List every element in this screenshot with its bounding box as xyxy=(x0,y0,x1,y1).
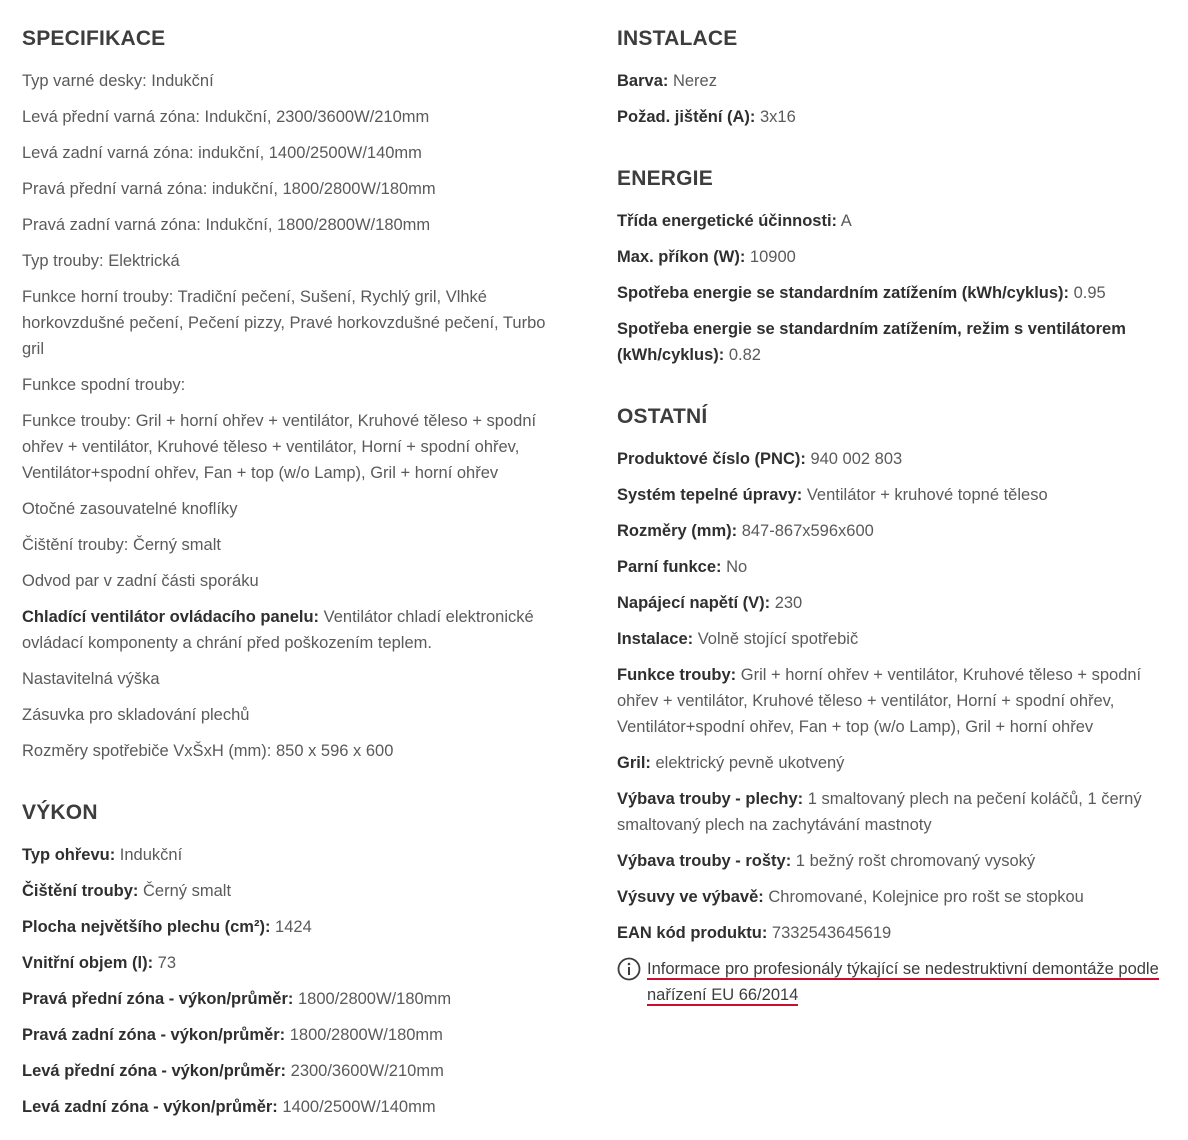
spec-row xyxy=(617,482,1162,508)
spec-row xyxy=(22,702,567,728)
spec-value: Otočné zasouvatelné knoflíky xyxy=(22,500,238,518)
spec-label: Pravá zadní zóna - výkon/průměr: xyxy=(22,1026,286,1044)
dismantling-info-link[interactable] xyxy=(647,956,1162,1008)
section-vykon xyxy=(22,798,567,1120)
spec-label: Gril: xyxy=(617,754,651,772)
spec-row xyxy=(617,920,1162,946)
spec-value: Ventilátor chladí elektronické ovládací komponenty a chrání před poškozením teplem. xyxy=(22,608,534,652)
spec-row xyxy=(617,786,1162,838)
spec-value: 0.82 xyxy=(724,346,761,364)
dismantling-info-link-text[interactable]: Informace pro profesionály týkající se nedestruktivní demontáže podle nařízení EU 66/2014 xyxy=(647,960,1159,1004)
spec-row xyxy=(617,68,1162,94)
spec-value: 10900 xyxy=(745,248,796,266)
spec-value: 3x16 xyxy=(755,108,796,126)
spec-value: 73 xyxy=(153,954,177,972)
spec-list xyxy=(617,208,1162,368)
spec-value: 2300/3600W/210mm xyxy=(286,1062,444,1080)
spec-label: Výsuvy ve výbavě: xyxy=(617,888,764,906)
section-energie xyxy=(617,164,1162,368)
spec-row xyxy=(22,666,567,692)
spec-row xyxy=(617,662,1162,740)
spec-row xyxy=(22,248,567,274)
spec-row xyxy=(617,518,1162,544)
spec-label: Parní funkce: xyxy=(617,558,722,576)
spec-label: Napájecí napětí (V): xyxy=(617,594,771,612)
spec-value: 1800/2800W/180mm xyxy=(285,1026,443,1044)
spec-row xyxy=(22,1022,567,1048)
spec-value: Nerez xyxy=(668,72,717,90)
spec-label: Pravá přední zóna - výkon/průměr: xyxy=(22,990,294,1008)
spec-row xyxy=(617,554,1162,580)
spec-label: Požad. jištění (A): xyxy=(617,108,756,126)
spec-label: Vnitřní objem (l): xyxy=(22,954,154,972)
section-title-ostatni: OSTATNÍ xyxy=(617,405,708,428)
spec-row xyxy=(22,372,567,398)
spec-label: Plocha největšího plechu (cm²): xyxy=(22,918,271,936)
spec-value: Volně stojící spotřebič xyxy=(693,630,859,648)
spec-row xyxy=(22,568,567,594)
spec-label: Levá zadní zóna - výkon/průměr: xyxy=(22,1098,278,1116)
spec-label: Výbava trouby - plechy: xyxy=(617,790,804,808)
spec-row xyxy=(617,848,1162,874)
spec-row xyxy=(22,284,567,362)
spec-row xyxy=(22,496,567,522)
section-title-instalace: INSTALACE xyxy=(617,27,738,50)
spec-row xyxy=(22,950,567,976)
spec-row xyxy=(22,212,567,238)
spec-value: 1400/2500W/140mm xyxy=(277,1098,436,1116)
spec-value: 0.95 xyxy=(1069,284,1106,302)
section-specifikace xyxy=(22,24,567,764)
spec-value: Odvod par v zadní části sporáku xyxy=(22,572,259,590)
dismantling-info xyxy=(617,956,1162,1008)
spec-value: Funkce trouby: Gril + horní ohřev + ventilátor, Kruhové těleso + spodní ohřev + ventilátor, Kruhové těleso + ventilátor, Horní + spodní ohřev, Ventilátor+spodní ohřev, Fan + top (w/o Lamp), Gril + horní ohřev xyxy=(22,412,537,482)
info-circle-icon xyxy=(617,957,641,981)
spec-row xyxy=(617,446,1162,472)
spec-value: Zásuvka pro skladování plechů xyxy=(22,706,250,724)
spec-row xyxy=(22,68,567,94)
spec-label: Systém tepelné úpravy: xyxy=(617,486,803,504)
spec-value: Nastavitelná výška xyxy=(22,670,160,688)
spec-row xyxy=(617,244,1162,270)
spec-row xyxy=(22,842,567,868)
spec-label: Levá přední zóna - výkon/průměr: xyxy=(22,1062,287,1080)
spec-value: 1 smaltovaný plech na pečení koláčů, 1 černý smaltovaný plech na zachytávání mastnoty xyxy=(617,790,1142,834)
spec-value: Funkce horní trouby: Tradiční pečení, Sušení, Rychlý gril, Vlhké horkovzdušné pečení, Pečení pizzy, Pravé horkovzdušné pečení, Turbo gril xyxy=(22,288,546,358)
spec-value: Ventilátor + kruhové topné těleso xyxy=(802,486,1048,504)
spec-value: No xyxy=(721,558,748,576)
spec-row xyxy=(22,140,567,166)
spec-value: Černý smalt xyxy=(138,882,232,900)
spec-value: 940 002 803 xyxy=(805,450,903,468)
spec-label: Spotřeba energie se standardním zatížením, režim s ventilátorem (kWh/cyklus): xyxy=(617,320,1126,364)
spec-value: Čištění trouby: Černý smalt xyxy=(22,536,221,554)
spec-value: Chromované, Kolejnice pro rošt se stopkou xyxy=(763,888,1084,906)
right-column xyxy=(617,24,1162,1028)
spec-value: elektrický pevně ukotvený xyxy=(650,754,845,772)
spec-value: 847-867x596x600 xyxy=(737,522,874,540)
spec-row xyxy=(617,590,1162,616)
spec-label: Spotřeba energie se standardním zatížením (kWh/cyklus): xyxy=(617,284,1070,302)
spec-row xyxy=(22,604,567,656)
spec-row xyxy=(22,878,567,904)
spec-row xyxy=(22,1058,567,1084)
spec-value: Funkce spodní trouby: xyxy=(22,376,186,394)
spec-list xyxy=(22,68,567,764)
spec-value: 1424 xyxy=(270,918,312,936)
section-title-vykon: VÝKON xyxy=(22,801,98,824)
spec-label: Barva: xyxy=(617,72,669,90)
spec-row xyxy=(617,104,1162,130)
section-instalace xyxy=(617,24,1162,130)
spec-value: Typ trouby: Elektrická xyxy=(22,252,180,270)
spec-value: Rozměry spotřebiče VxŠxH (mm): 850 x 596 x 600 xyxy=(22,742,394,760)
spec-label: Instalace: xyxy=(617,630,694,648)
spec-value: 7332543645619 xyxy=(767,924,892,942)
spec-row xyxy=(22,408,567,486)
spec-row xyxy=(22,104,567,130)
spec-row xyxy=(22,738,567,764)
spec-row xyxy=(22,1094,567,1120)
section-ostatni xyxy=(617,402,1162,1008)
spec-label: Čištění trouby: xyxy=(22,882,139,900)
spec-value: Levá přední varná zóna: Indukční, 2300/3600W/210mm xyxy=(22,108,430,126)
left-column xyxy=(22,24,567,1140)
spec-value: A xyxy=(837,212,852,230)
spec-row xyxy=(22,532,567,558)
spec-label: Produktové číslo (PNC): xyxy=(617,450,806,468)
spec-list xyxy=(617,446,1162,946)
spec-value: 1 bežný rošt chromovaný vysoký xyxy=(791,852,1036,870)
spec-value: Typ varné desky: Indukční xyxy=(22,72,214,90)
spec-list xyxy=(617,68,1162,130)
spec-label: Výbava trouby - rošty: xyxy=(617,852,792,870)
section-title-specifikace: SPECIFIKACE xyxy=(22,27,166,50)
section-title-energie: ENERGIE xyxy=(617,167,713,190)
spec-value: Indukční xyxy=(115,846,183,864)
spec-value: 230 xyxy=(770,594,803,612)
spec-list xyxy=(22,842,567,1120)
spec-value: Pravá přední varná zóna: indukční, 1800/2800W/180mm xyxy=(22,180,436,198)
spec-row xyxy=(22,986,567,1012)
spec-row xyxy=(617,208,1162,234)
spec-row xyxy=(617,280,1162,306)
spec-label: Rozměry (mm): xyxy=(617,522,738,540)
spec-row xyxy=(617,750,1162,776)
spec-label: EAN kód produktu: xyxy=(617,924,768,942)
spec-row xyxy=(617,626,1162,652)
spec-row xyxy=(22,914,567,940)
spec-label: Třída energetické účinnosti: xyxy=(617,212,838,230)
spec-label: Max. příkon (W): xyxy=(617,248,746,266)
spec-value: Pravá zadní varná zóna: Indukční, 1800/2800W/180mm xyxy=(22,216,431,234)
spec-label: Chladící ventilátor ovládacího panelu: xyxy=(22,608,320,626)
spec-value: 1800/2800W/180mm xyxy=(293,990,452,1008)
spec-row xyxy=(617,316,1162,368)
spec-row xyxy=(617,884,1162,910)
spec-value: Levá zadní varná zóna: indukční, 1400/2500W/140mm xyxy=(22,144,422,162)
spec-label: Funkce trouby: xyxy=(617,666,737,684)
spec-value: Gril + horní ohřev + ventilátor, Kruhové těleso + spodní ohřev + ventilátor, Kruhové těleso + ventilátor, Horní + spodní ohřev, Ventilátor+spodní ohřev, Fan + top (w/o Lamp), Gril + horní ohřev xyxy=(617,666,1142,736)
spec-label: Typ ohřevu: xyxy=(22,846,116,864)
spec-row xyxy=(22,176,567,202)
